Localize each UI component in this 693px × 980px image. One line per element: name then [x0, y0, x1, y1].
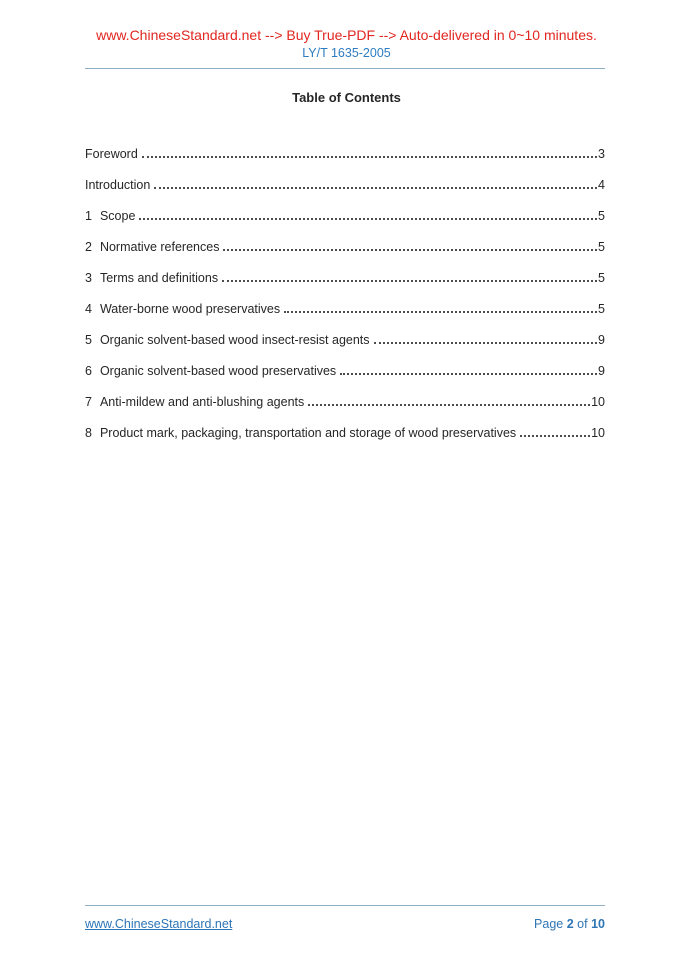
dot-leader — [284, 311, 597, 313]
page-footer — [85, 905, 605, 931]
current-page-number: 2 — [566, 917, 574, 931]
dot-leader — [340, 373, 597, 375]
toc-entry-page: 5 — [598, 209, 605, 223]
toc-entry-page: 5 — [598, 302, 605, 316]
toc-entry-title: Introduction — [85, 178, 151, 192]
dot-leader — [520, 435, 590, 437]
toc-entry-number: 6 — [85, 364, 92, 378]
page-header — [0, 0, 693, 69]
toc-entry-page: 10 — [591, 395, 605, 409]
toc-entry — [85, 425, 605, 441]
footer-divider — [85, 905, 605, 906]
toc-entry — [85, 177, 605, 193]
toc-entry — [85, 394, 605, 410]
toc-entry-number: 5 — [85, 333, 92, 347]
header-divider — [85, 68, 605, 69]
toc-entry-number: 3 — [85, 271, 92, 285]
page-title: Table of Contents — [292, 90, 401, 105]
toc-entry-title: Anti-mildew and anti-blushing agents — [99, 395, 305, 409]
dot-leader — [142, 156, 597, 158]
dot-leader — [223, 249, 597, 251]
toc-entry — [85, 208, 605, 224]
toc-entry-title: Organic solvent-based wood insect-resist agents — [99, 333, 370, 347]
toc-entry — [85, 239, 605, 255]
table-of-contents — [85, 146, 605, 441]
toc-entry-page: 10 — [591, 426, 605, 440]
toc-entry-page: 9 — [598, 364, 605, 378]
toc-entry-title: Product mark, packaging, transportation and storage of wood preservatives — [99, 426, 517, 440]
toc-entry-number: 1 — [85, 209, 92, 223]
toc-entry — [85, 363, 605, 379]
toc-entry-title: Organic solvent-based wood preservatives — [99, 364, 337, 378]
toc-entry-number: 7 — [85, 395, 92, 409]
toc-entry-number: 8 — [85, 426, 92, 440]
toc-entry-title: Normative references — [99, 240, 220, 254]
page-label: Page — [534, 917, 564, 931]
toc-entry-number: 2 — [85, 240, 92, 254]
toc-entry-title: Scope — [99, 209, 136, 223]
toc-entry — [85, 146, 605, 162]
dot-leader — [139, 218, 597, 220]
dot-leader — [308, 404, 590, 406]
toc-entry-page: 5 — [598, 271, 605, 285]
total-page-number: 10 — [591, 917, 605, 931]
toc-entry — [85, 301, 605, 317]
of-label: of — [577, 917, 588, 931]
toc-entry-number: 4 — [85, 302, 92, 316]
footer-site-link[interactable]: www.ChineseStandard.net — [85, 917, 233, 931]
dot-leader — [374, 342, 598, 344]
toc-entry-page: 3 — [598, 147, 605, 161]
dot-leader — [154, 187, 597, 189]
toc-entry-title: Terms and definitions — [99, 271, 219, 285]
dot-leader — [222, 280, 597, 282]
toc-entry-title: Water-borne wood preservatives — [99, 302, 281, 316]
toc-entry — [85, 270, 605, 286]
toc-entry-page: 4 — [598, 178, 605, 192]
promo-banner: www.ChineseStandard.net --> Buy True-PDF --> Auto-delivered in 0~10 minutes. — [96, 27, 597, 43]
toc-entry-title: Foreword — [85, 147, 138, 161]
toc-entry — [85, 332, 605, 348]
toc-entry-page: 9 — [598, 333, 605, 347]
page-indicator — [534, 917, 605, 931]
standard-number: LY/T 1635-2005 — [302, 46, 391, 60]
toc-entry-page: 5 — [598, 240, 605, 254]
